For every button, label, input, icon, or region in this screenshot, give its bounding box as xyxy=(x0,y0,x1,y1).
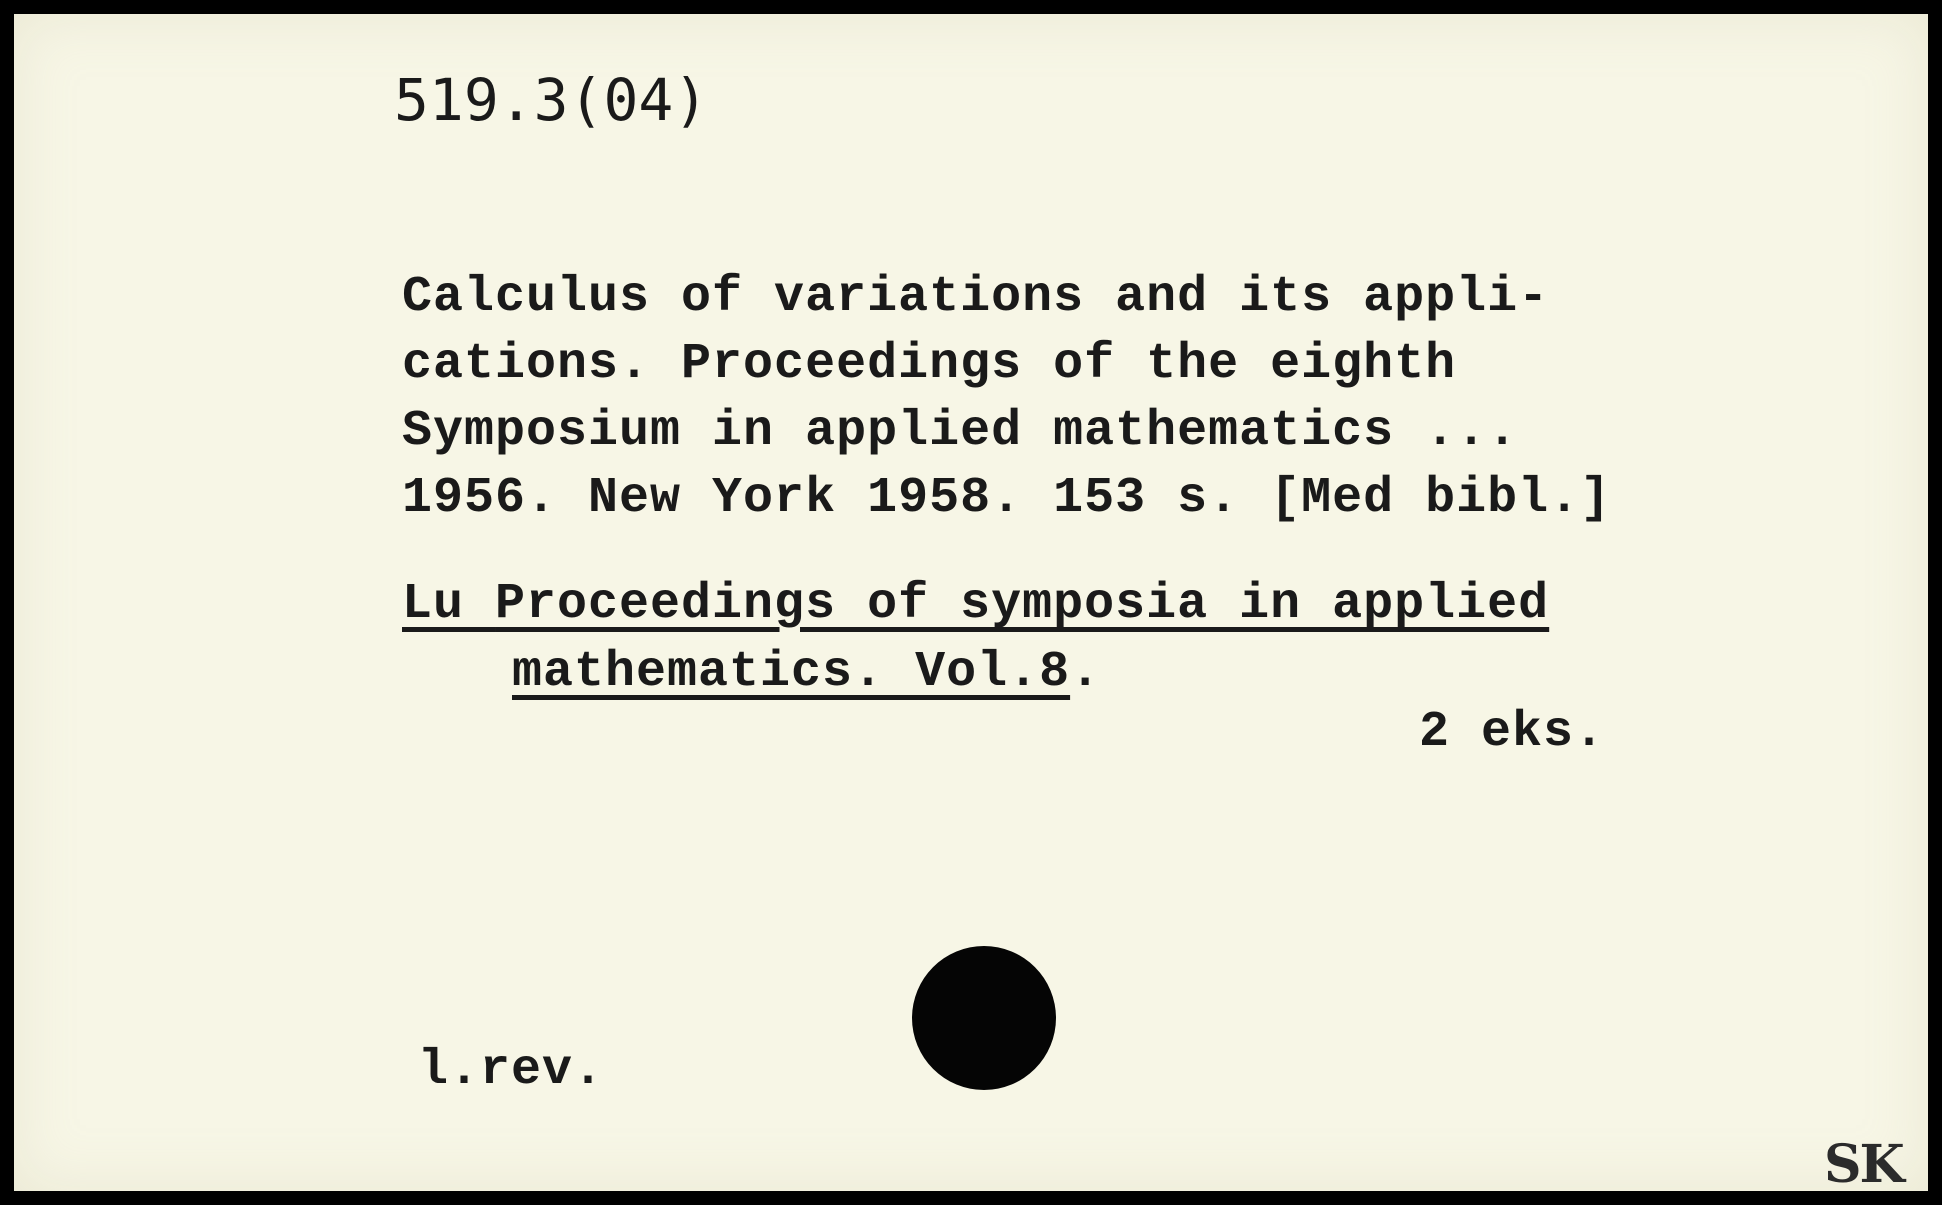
description-line-2: cations. Proceedings of the eighth xyxy=(402,336,1457,393)
catalog-card xyxy=(14,14,1928,1195)
series-suffix: . xyxy=(1070,644,1102,701)
series-line-2 xyxy=(512,644,1101,701)
call-number: 519.3(04) xyxy=(394,66,709,134)
description-line-1: Calculus of variations and its appli- xyxy=(402,269,1550,326)
series-line-1 xyxy=(402,576,1549,633)
description-line-3: Symposium in applied mathematics ... xyxy=(402,403,1519,460)
series-title-part-1: Proceedings of symposia in applied xyxy=(495,576,1550,633)
description-line-4: 1956. New York 1958. 153 s. [Med bibl.] xyxy=(402,470,1612,527)
revision-note: l.rev. xyxy=(418,1042,605,1099)
copies-count: 2 eks. xyxy=(1419,704,1606,761)
series-prefix: Lu xyxy=(402,576,496,633)
sk-stamp: SK xyxy=(1824,1134,1903,1195)
series-title-part-2: mathematics. Vol.8 xyxy=(512,644,1071,701)
punch-hole xyxy=(912,946,1056,1090)
